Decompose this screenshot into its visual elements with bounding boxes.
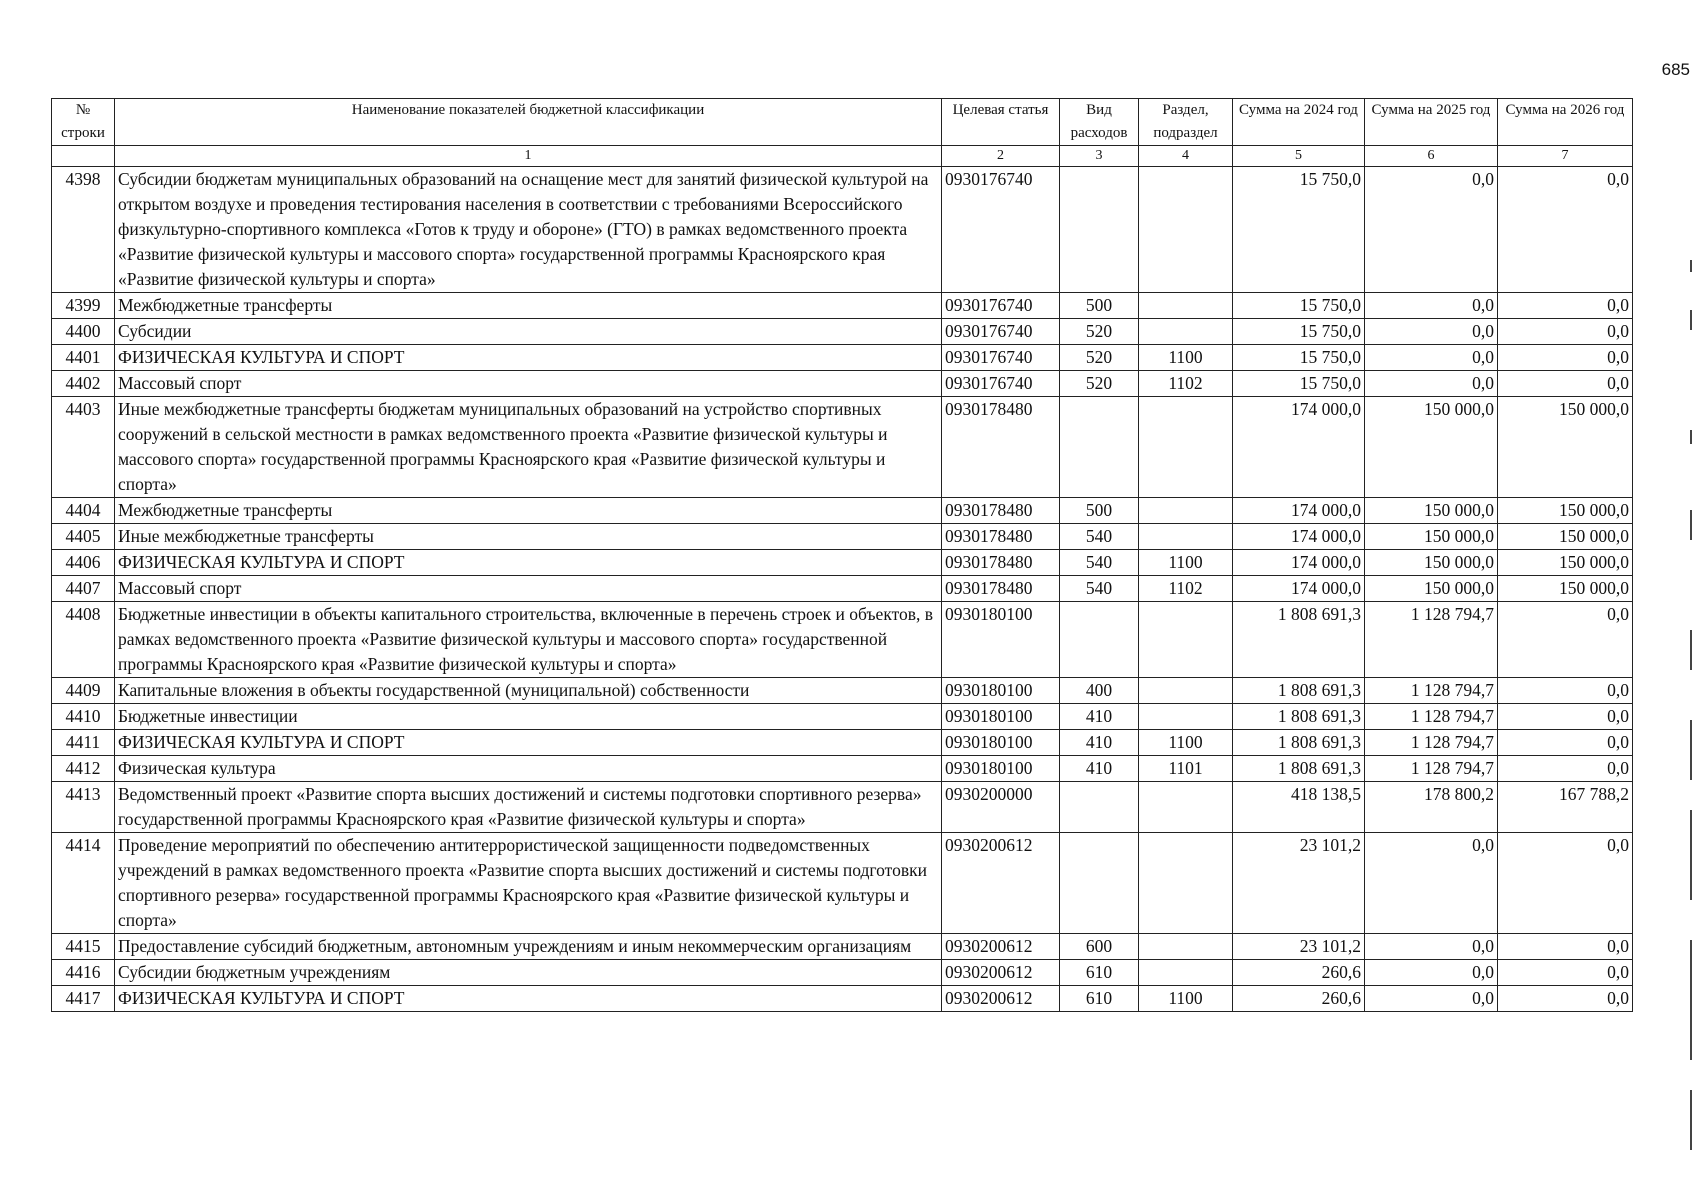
row-sum-2025: 150 000,0 [1365, 397, 1498, 498]
header-section: Раздел, подраздел [1139, 99, 1233, 146]
row-name: ФИЗИЧЕСКАЯ КУЛЬТУРА И СПОРТ [115, 986, 942, 1012]
row-section-code: 1102 [1139, 371, 1233, 397]
row-number: 4416 [52, 960, 115, 986]
row-target-code: 0930180100 [942, 730, 1060, 756]
table-row [52, 167, 1633, 293]
table-row [52, 345, 1633, 371]
page-number: 685 [1661, 60, 1690, 79]
row-target-code: 0930178480 [942, 498, 1060, 524]
row-name: Иные межбюджетные трансферты [115, 524, 942, 550]
header-sum-2026: Сумма на 2026 год [1498, 99, 1633, 146]
row-expense-kind: 500 [1060, 498, 1139, 524]
row-sum-2025: 1 128 794,7 [1365, 704, 1498, 730]
row-number: 4414 [52, 833, 115, 934]
row-name: Субсидии бюджетным учреждениям [115, 960, 942, 986]
row-target-code: 0930180100 [942, 704, 1060, 730]
row-sum-2024: 1 808 691,3 [1233, 730, 1365, 756]
header-name: Наименование показателей бюджетной классификации [115, 99, 942, 146]
row-expense-kind [1060, 782, 1139, 833]
row-sum-2024: 23 101,2 [1233, 934, 1365, 960]
row-sum-2025: 0,0 [1365, 167, 1498, 293]
header-sum-2025: Сумма на 2025 год [1365, 99, 1498, 146]
row-sum-2026: 0,0 [1498, 602, 1633, 678]
table-row [52, 550, 1633, 576]
row-name: Капитальные вложения в объекты государственной (муниципальной) собственности [115, 678, 942, 704]
row-expense-kind [1060, 397, 1139, 498]
table-row [52, 678, 1633, 704]
table-row [52, 576, 1633, 602]
row-name: Межбюджетные трансферты [115, 498, 942, 524]
row-number: 4405 [52, 524, 115, 550]
row-name: Бюджетные инвестиции [115, 704, 942, 730]
row-sum-2024: 174 000,0 [1233, 498, 1365, 524]
row-expense-kind: 540 [1060, 576, 1139, 602]
row-name: ФИЗИЧЕСКАЯ КУЛЬТУРА И СПОРТ [115, 345, 942, 371]
row-number: 4417 [52, 986, 115, 1012]
row-number: 4402 [52, 371, 115, 397]
row-sum-2025: 150 000,0 [1365, 550, 1498, 576]
row-sum-2024: 174 000,0 [1233, 397, 1365, 498]
row-expense-kind [1060, 167, 1139, 293]
row-expense-kind: 400 [1060, 678, 1139, 704]
row-number: 4400 [52, 319, 115, 345]
row-expense-kind: 410 [1060, 730, 1139, 756]
table-row [52, 602, 1633, 678]
row-target-code: 0930176740 [942, 293, 1060, 319]
row-sum-2026: 150 000,0 [1498, 498, 1633, 524]
row-sum-2026: 167 788,2 [1498, 782, 1633, 833]
row-sum-2026: 0,0 [1498, 704, 1633, 730]
row-section-code: 1100 [1139, 345, 1233, 371]
row-expense-kind: 520 [1060, 319, 1139, 345]
row-section-code [1139, 678, 1233, 704]
row-sum-2026: 0,0 [1498, 167, 1633, 293]
table-row [52, 833, 1633, 934]
row-sum-2025: 1 128 794,7 [1365, 756, 1498, 782]
row-sum-2025: 0,0 [1365, 960, 1498, 986]
row-number: 4398 [52, 167, 115, 293]
row-expense-kind: 520 [1060, 345, 1139, 371]
row-expense-kind: 500 [1060, 293, 1139, 319]
table-row [52, 960, 1633, 986]
row-sum-2026: 150 000,0 [1498, 524, 1633, 550]
row-target-code: 0930176740 [942, 371, 1060, 397]
row-expense-kind [1060, 602, 1139, 678]
row-section-code [1139, 524, 1233, 550]
row-target-code: 0930200612 [942, 833, 1060, 934]
row-name: Массовый спорт [115, 576, 942, 602]
row-name: Физическая культура [115, 756, 942, 782]
row-section-code [1139, 167, 1233, 293]
column-index: 1 [115, 146, 942, 167]
row-section-code: 1100 [1139, 730, 1233, 756]
row-sum-2024: 1 808 691,3 [1233, 602, 1365, 678]
row-sum-2024: 418 138,5 [1233, 782, 1365, 833]
row-target-code: 0930200612 [942, 986, 1060, 1012]
row-sum-2024: 1 808 691,3 [1233, 678, 1365, 704]
row-name: Предоставление субсидий бюджетным, автономным учреждениям и иным некоммерческим организациям [115, 934, 942, 960]
row-sum-2026: 150 000,0 [1498, 550, 1633, 576]
row-sum-2026: 150 000,0 [1498, 576, 1633, 602]
column-index: 6 [1365, 146, 1498, 167]
row-expense-kind: 410 [1060, 756, 1139, 782]
row-number: 4404 [52, 498, 115, 524]
row-section-code [1139, 498, 1233, 524]
row-sum-2024: 23 101,2 [1233, 833, 1365, 934]
row-number: 4403 [52, 397, 115, 498]
row-sum-2026: 0,0 [1498, 730, 1633, 756]
row-sum-2025: 0,0 [1365, 319, 1498, 345]
row-expense-kind: 410 [1060, 704, 1139, 730]
row-target-code: 0930200612 [942, 960, 1060, 986]
column-index [52, 146, 115, 167]
row-section-code [1139, 934, 1233, 960]
row-sum-2024: 174 000,0 [1233, 550, 1365, 576]
row-number: 4401 [52, 345, 115, 371]
table-row [52, 397, 1633, 498]
row-name: Ведомственный проект «Развитие спорта высших достижений и системы подготовки спортивного резерва» государственной программы Красноярского края «Развитие физической культуры и спорта» [115, 782, 942, 833]
row-target-code: 0930200000 [942, 782, 1060, 833]
row-section-code: 1101 [1139, 756, 1233, 782]
row-target-code: 0930176740 [942, 345, 1060, 371]
row-sum-2024: 15 750,0 [1233, 371, 1365, 397]
table-row [52, 730, 1633, 756]
column-index: 3 [1060, 146, 1139, 167]
table-body [52, 167, 1633, 1012]
row-expense-kind: 600 [1060, 934, 1139, 960]
table-row [52, 371, 1633, 397]
row-section-code [1139, 960, 1233, 986]
row-name: Бюджетные инвестиции в объекты капитального строительства, включенные в перечень строек и объектов, в рамках ведомственного проекта «Развитие физической культуры и массового спорта» государственной программы Красноярского края «Развитие физической культуры и спорта» [115, 602, 942, 678]
row-section-code: 1102 [1139, 576, 1233, 602]
table-row [52, 524, 1633, 550]
row-sum-2025: 0,0 [1365, 833, 1498, 934]
row-expense-kind: 610 [1060, 986, 1139, 1012]
row-sum-2026: 0,0 [1498, 371, 1633, 397]
row-sum-2025: 150 000,0 [1365, 524, 1498, 550]
row-sum-2026: 0,0 [1498, 345, 1633, 371]
row-sum-2024: 1 808 691,3 [1233, 704, 1365, 730]
column-index: 2 [942, 146, 1060, 167]
row-section-code [1139, 319, 1233, 345]
row-sum-2024: 1 808 691,3 [1233, 756, 1365, 782]
row-number: 4411 [52, 730, 115, 756]
budget-classification-table [51, 98, 1633, 1012]
row-target-code: 0930200612 [942, 934, 1060, 960]
column-index: 4 [1139, 146, 1233, 167]
row-section-code [1139, 704, 1233, 730]
row-section-code [1139, 782, 1233, 833]
row-sum-2024: 15 750,0 [1233, 319, 1365, 345]
row-sum-2026: 0,0 [1498, 678, 1633, 704]
row-section-code [1139, 293, 1233, 319]
row-name: Иные межбюджетные трансферты бюджетам муниципальных образований на устройство спортивных сооружений в сельской местности в рамках ведомственного проекта «Развитие физической культуры и массового спорта» государственной программы Красноярского края «Развитие физической культуры и спорта» [115, 397, 942, 498]
row-sum-2025: 0,0 [1365, 371, 1498, 397]
table-row [52, 934, 1633, 960]
row-target-code: 0930176740 [942, 167, 1060, 293]
row-section-code [1139, 833, 1233, 934]
row-expense-kind: 610 [1060, 960, 1139, 986]
header-kind: Вид расходов [1060, 99, 1139, 146]
row-section-code [1139, 397, 1233, 498]
row-target-code: 0930180100 [942, 756, 1060, 782]
row-number: 4409 [52, 678, 115, 704]
row-sum-2025: 0,0 [1365, 293, 1498, 319]
row-name: Субсидии бюджетам муниципальных образований на оснащение мест для занятий физической культурой на открытом воздухе и проведения тестирования населения в соответствии с требованиями Всероссийского физкультурно-спортивного комплекса «Готов к труду и обороне» (ГТО) в рамках ведомственного проекта «Развитие физической культуры и массового спорта» государственной программы Красноярского края «Развитие физической культуры и спорта» [115, 167, 942, 293]
row-sum-2026: 0,0 [1498, 319, 1633, 345]
row-sum-2025: 1 128 794,7 [1365, 730, 1498, 756]
row-sum-2024: 15 750,0 [1233, 293, 1365, 319]
row-number: 4413 [52, 782, 115, 833]
header-sum-2024: Сумма на 2024 год [1233, 99, 1365, 146]
row-sum-2025: 0,0 [1365, 934, 1498, 960]
column-index: 7 [1498, 146, 1633, 167]
row-sum-2024: 260,6 [1233, 986, 1365, 1012]
table-row [52, 319, 1633, 345]
row-sum-2024: 174 000,0 [1233, 576, 1365, 602]
table-row [52, 704, 1633, 730]
row-name: Межбюджетные трансферты [115, 293, 942, 319]
row-sum-2026: 0,0 [1498, 833, 1633, 934]
row-sum-2025: 150 000,0 [1365, 498, 1498, 524]
row-sum-2024: 174 000,0 [1233, 524, 1365, 550]
row-target-code: 0930178480 [942, 524, 1060, 550]
table-row [52, 782, 1633, 833]
row-sum-2026: 0,0 [1498, 960, 1633, 986]
row-target-code: 0930178480 [942, 576, 1060, 602]
row-target-code: 0930178480 [942, 397, 1060, 498]
row-sum-2025: 0,0 [1365, 986, 1498, 1012]
row-target-code: 0930180100 [942, 678, 1060, 704]
row-number: 4399 [52, 293, 115, 319]
row-number: 4410 [52, 704, 115, 730]
column-index-row [52, 146, 1633, 167]
table-row [52, 986, 1633, 1012]
row-expense-kind: 520 [1060, 371, 1139, 397]
table-row [52, 498, 1633, 524]
row-name: ФИЗИЧЕСКАЯ КУЛЬТУРА И СПОРТ [115, 730, 942, 756]
table-row [52, 756, 1633, 782]
row-sum-2024: 15 750,0 [1233, 167, 1365, 293]
row-section-code [1139, 602, 1233, 678]
row-number: 4415 [52, 934, 115, 960]
row-target-code: 0930180100 [942, 602, 1060, 678]
row-sum-2025: 178 800,2 [1365, 782, 1498, 833]
row-number: 4406 [52, 550, 115, 576]
row-number: 4408 [52, 602, 115, 678]
row-sum-2026: 0,0 [1498, 986, 1633, 1012]
row-sum-2026: 0,0 [1498, 934, 1633, 960]
row-sum-2024: 15 750,0 [1233, 345, 1365, 371]
row-target-code: 0930176740 [942, 319, 1060, 345]
row-sum-2025: 1 128 794,7 [1365, 602, 1498, 678]
row-number: 4412 [52, 756, 115, 782]
row-sum-2025: 0,0 [1365, 345, 1498, 371]
row-number: 4407 [52, 576, 115, 602]
row-section-code: 1100 [1139, 550, 1233, 576]
row-sum-2026: 150 000,0 [1498, 397, 1633, 498]
row-target-code: 0930178480 [942, 550, 1060, 576]
row-name: Субсидии [115, 319, 942, 345]
row-section-code: 1100 [1139, 986, 1233, 1012]
header-row-no: № строки [52, 99, 115, 146]
header-target: Целевая статья [942, 99, 1060, 146]
row-sum-2026: 0,0 [1498, 756, 1633, 782]
row-name: ФИЗИЧЕСКАЯ КУЛЬТУРА И СПОРТ [115, 550, 942, 576]
table-row [52, 293, 1633, 319]
row-sum-2025: 1 128 794,7 [1365, 678, 1498, 704]
column-index: 5 [1233, 146, 1365, 167]
row-expense-kind [1060, 833, 1139, 934]
row-expense-kind: 540 [1060, 550, 1139, 576]
header-row [52, 99, 1633, 146]
row-sum-2025: 150 000,0 [1365, 576, 1498, 602]
row-sum-2026: 0,0 [1498, 293, 1633, 319]
row-name: Проведение мероприятий по обеспечению антитеррористической защищенности подведомственных учреждений в рамках ведомственного проекта «Развитие спорта высших достижений и системы подготовки спортивного резерва» государственной программы Красноярского края «Развитие физической культуры и спорта» [115, 833, 942, 934]
row-expense-kind: 540 [1060, 524, 1139, 550]
scan-edge-marks [1690, 250, 1696, 1150]
row-name: Массовый спорт [115, 371, 942, 397]
row-sum-2024: 260,6 [1233, 960, 1365, 986]
